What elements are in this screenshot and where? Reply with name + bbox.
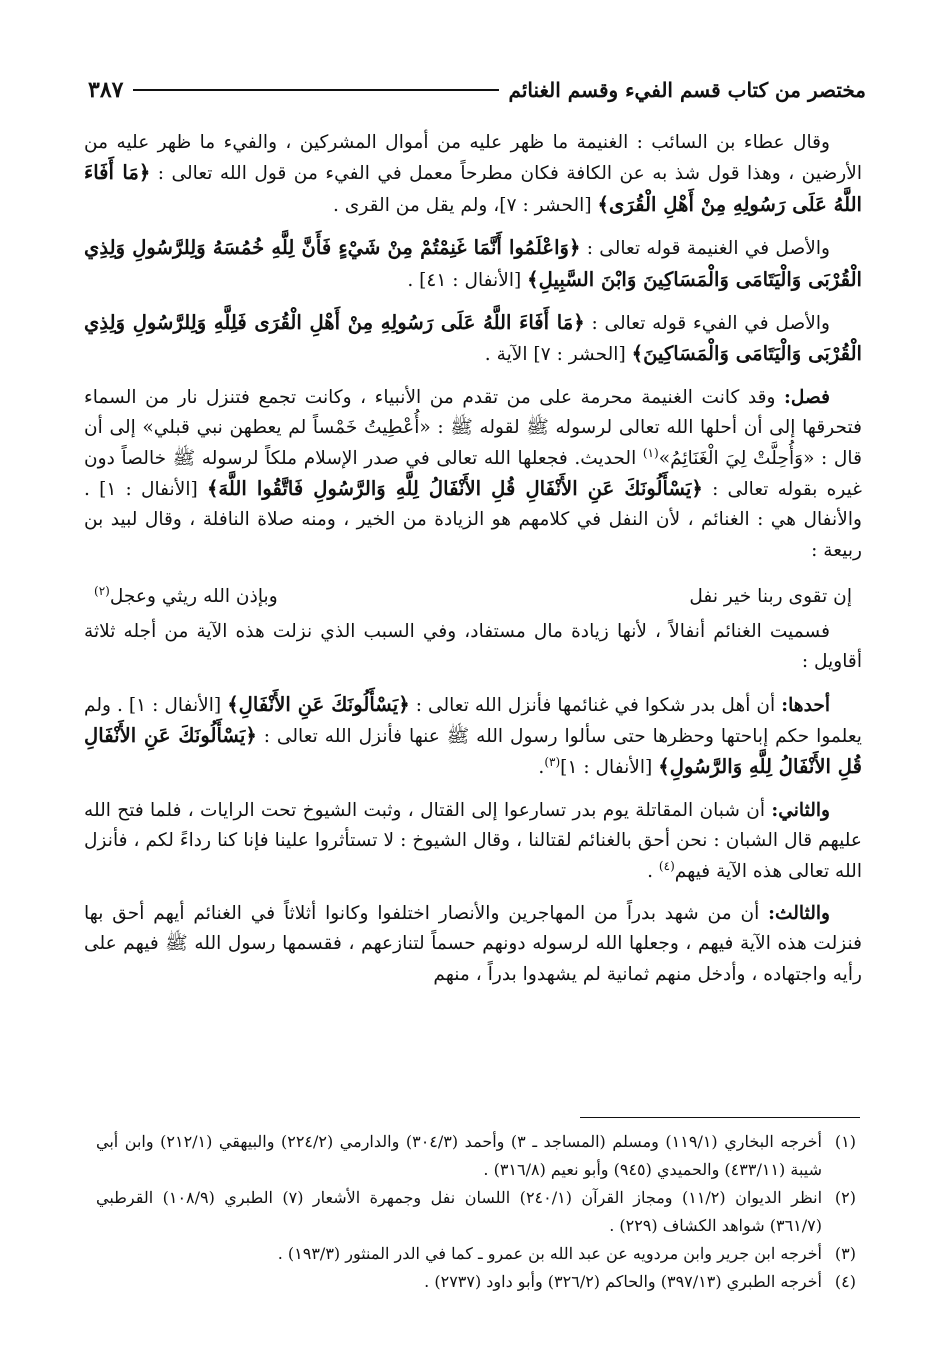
section-lead: فصل: [784, 386, 831, 408]
paragraph-text: الحديث. فجعلها الله تعالى في صدر الإسلام ملكاً لرسوله ﷺ خالصاً دون غيره بقوله تعالى : [84, 447, 862, 501]
footnotes [96, 1128, 856, 1296]
quran-verse: ﴿يَسْأَلُونَكَ عَنِ الأَنْفَالِ﴾ [227, 692, 410, 716]
quran-verse: ﴿يَسْأَلُونَكَ عَنِ الأَنْفَالِ قُلِ الأَنْفَالُ لِلَّهِ وَالرَّسُولِ﴾ [84, 723, 862, 779]
main-text [84, 128, 862, 990]
footnote-marker[interactable]: (١) [642, 445, 659, 460]
footnote-separator [580, 1117, 860, 1118]
paragraph-text: أن شبان المقاتلة يوم بدر تسارعوا إلى القتال ، وثبت الشيوخ تحت الرايات ، فلما فتح الله عليهم قال الشبان : نحن أحق بالغنائم لقتالنا ، وقال الشيوخ : لا تستأثروا علينا فإنا كنا رداءً لكم ، فأنزل الله تعالى هذه الآية فيهم [84, 799, 862, 882]
paragraph-fay [84, 308, 862, 371]
quran-verse: ﴿يَسْأَلُونَكَ عَنِ الأَنْفَالِ قُلِ الأَنْفَالُ لِلَّهِ وَالرَّسُولِ فَاتَّقُوا اللَّهَ﴾ [206, 477, 703, 501]
section-lead: والثاني: [771, 799, 830, 821]
verse-reference: [الحشر : ٧] الآية . [484, 344, 626, 366]
footnote-number: (١) [834, 1132, 856, 1151]
poem-hemistich-left-wrap [94, 582, 278, 612]
paragraph-text: والأصل في الغنيمة قوله تعالى : [586, 238, 830, 260]
footnote-1 [96, 1128, 856, 1184]
paragraph-text: [الأنفال : ١] . ولم يعلموا حكم إباحتها وحظرها حتى سألوا رسول الله ﷺ عنها فأنزل الله تعالى : [84, 694, 862, 747]
footnote-text: أخرجه البخاري (١١٩/١) ومسلم (المساجد ـ ٣) وأحمد (٣٠٤/٣) والدارمي (٢٢٤/٢) والبيهقي (٢١٢/١) وابن أبي شيبة (٤٣٣/١١) والحميدي (٩٤٥) وأبو نعيم (٣١٦/٨) . [96, 1132, 822, 1179]
paragraph-third [84, 899, 862, 990]
footnote-text: أخرجه الطبري (٣٩٧/١٣) والحاكم (٣٢٦/٢) وأبو داود (٢٧٣٧) . [424, 1272, 822, 1291]
footnote-3 [96, 1240, 856, 1268]
footnote-marker[interactable]: (٣) [544, 755, 561, 770]
paragraph-text: وقال عطاء بن السائب : الغنيمة ما ظهر عليه من أموال المشركين ، والفيء ما ظهر عليه من الأرضين ، وهذا قول شذ به عن الكافة فكان مطرحاً معمل في الفيء من قول الله تعالى : [84, 132, 862, 185]
paragraph-gap [84, 371, 862, 383]
paragraph-text: فسميت الغنائم أنفالاً ، لأنها زيادة مال مستفاد، وفي السبب الذي نزلت هذه الآية من أجله ثلاثة أقاويل : [84, 620, 862, 673]
quran-verse: ﴿مَا أَفَاءَ اللَّهُ عَلَى رَسُولِهِ مِنْ أَهْلِ الْقُرَى فَلِلَّهِ وَلِلرَّسُولِ وَلِذِي الْقُرْبَى وَالْيَتَامَى وَالْمَسَاكِينَ﴾ [84, 311, 862, 366]
paragraph-gap [84, 221, 862, 233]
footnote-number: (٢) [834, 1188, 856, 1207]
paragraph-anfal [84, 617, 862, 678]
footnote-4 [96, 1268, 856, 1296]
paragraph-gap [84, 784, 862, 796]
paragraph-second: والثاني: أن شبان المقاتلة يوم بدر تسارعوا إلى القتال ، وثبت الشيوخ تحت الرايات ، فلما فتح الله عليهم قال الشبان : نحن أحق بالغنائم لقتالنا ، وقال الشيوخ : لا تستأثروا علينا فإنا كنا رداءً لكم ، فأنزل الله تعالى هذه الآية فيهم$^{(٤)}$ . [84, 799, 862, 882]
verse-reference: [الحشر : ٧]، ولم يقل من القرى . [332, 194, 592, 216]
quran-verse: ﴿مَا أَفَاءَ اللَّهُ عَلَى رَسُولِهِ مِنْ أَهْلِ الْقُرَى﴾ [84, 161, 862, 216]
footnote-marker[interactable]: (٢) [94, 584, 110, 599]
paragraph-ata [84, 128, 862, 221]
paragraph-text: أن أهل بدر شكوا في غنائمها فأنزل الله تعالى : [415, 694, 776, 716]
paragraph-ghanima [84, 233, 862, 296]
paragraph-first: أحدها: أن أهل بدر شكوا في غنائمها فأنزل الله تعالى : ﴿يَسْأَلُونَكَ عَنِ الأَنْفَالِ﴾ [الأنفال : ١] . ولم يعلموا حكم إباحتها وحظرها حتى سألوا رسول الله ﷺ عنها فأنزل الله تعالى : ﴿يَسْأَلُونَكَ عَنِ الأَنْفَالِ قُلِ الأَنْفَالُ لِلَّهِ وَالرَّسُولِ﴾ [الأنفال : ١]$^{(٣)}$. [84, 692, 862, 779]
verse-reference: [الأنفال : ٤١] . [407, 269, 522, 291]
quran-verse: ﴿وَاعْلَمُوا أَنَّمَا غَنِمْتُمْ مِنْ شَيْءٍ فَأَنَّ لِلَّهِ خُمُسَهُ وَلِلرَّسُولِ وَلِذِي الْقُرْبَى وَالْيَتَامَى وَالْمَسَاكِينَ وَابْنَ السَّبِيلِ﴾ [84, 236, 862, 291]
footnote-text: انظر الديوان (١١/٢) ومجاز القرآن (٢٤٠/١) اللسان نفل وجمهرة الأشعار (٧) الطبري (١٠٨/٩) القرطبي (٣٦١/٧) شواهد الكشاف (٢٢٩) . [96, 1188, 823, 1235]
footnote-text: أخرجه ابن جرير وابن مردويه عن عبد الله بن عمرو ـ كما في الدر المنثور (١٩٣/٣) . [277, 1244, 822, 1263]
paragraph-text: والأصل في الفيء قوله تعالى : [591, 313, 831, 335]
paragraph-text: أن من شهد بدراً من المهاجرين والأنصار اختلفوا وكانوا أثلاثاً في الغنائم أيهم أحق بها فنزلت هذه الآية فيهم ، وجعلها الله لرسوله دونهم حسماً لتنازعهم ، فقسمها رسول الله ﷺ فيهم على رأيه واجتهاده ، وأدخل منهم ثمانية لم يشهدوا بدراً ، منهم [84, 902, 862, 985]
footnote-2 [96, 1184, 856, 1240]
poem-hemistich-right: إن تقوى ربنا خير نفل [689, 586, 852, 608]
paragraph-fasl [84, 383, 862, 566]
paragraph-gap [84, 678, 862, 690]
poem-hemistich-left: وبإذن الله ريثي وعجل [109, 586, 278, 608]
footnote-marker[interactable]: (٤) [658, 858, 675, 873]
header-rule [133, 89, 498, 91]
verse-reference: [الأنفال : ١] [560, 757, 653, 779]
header-title: مختصر من كتاب قسم الفيء وقسم الغنائم [508, 78, 866, 102]
section-lead: والثالث: [768, 902, 830, 924]
footnote-number: (٣) [834, 1244, 856, 1263]
page-number: ٣٨٧ [88, 77, 124, 103]
footnote-number: (٤) [834, 1272, 856, 1291]
poem-verse [84, 582, 862, 612]
paragraph-gap [84, 887, 862, 899]
paragraph-text: وقد كانت الغنيمة محرمة على من تقدم من الأنبياء ، وكانت تجمع فتنزل نار من السماء فتحرقها إلى أن أحلها الله تعالى لرسوله ﷺ لقوله ﷺ : «أُعْطِيتُ خَمْساً لم يعطهن نبي قبلي» إلى أن قال : «وَأُحِلَّتْ لِيَ الْغَنَائِمُ» [84, 386, 862, 469]
section-lead: أحدها: [781, 694, 830, 716]
paragraph-gap [84, 566, 862, 578]
paragraph-text: [الأنفال : ١] . والأنفال هي : الغنائم ، لأن النفل في كلامهم هو الزيادة من الخير ، ومنه صلاة النافلة ، وقال لبيد بن ربيعة : [84, 479, 862, 561]
running-header [88, 72, 866, 108]
paragraph-gap [84, 296, 862, 308]
